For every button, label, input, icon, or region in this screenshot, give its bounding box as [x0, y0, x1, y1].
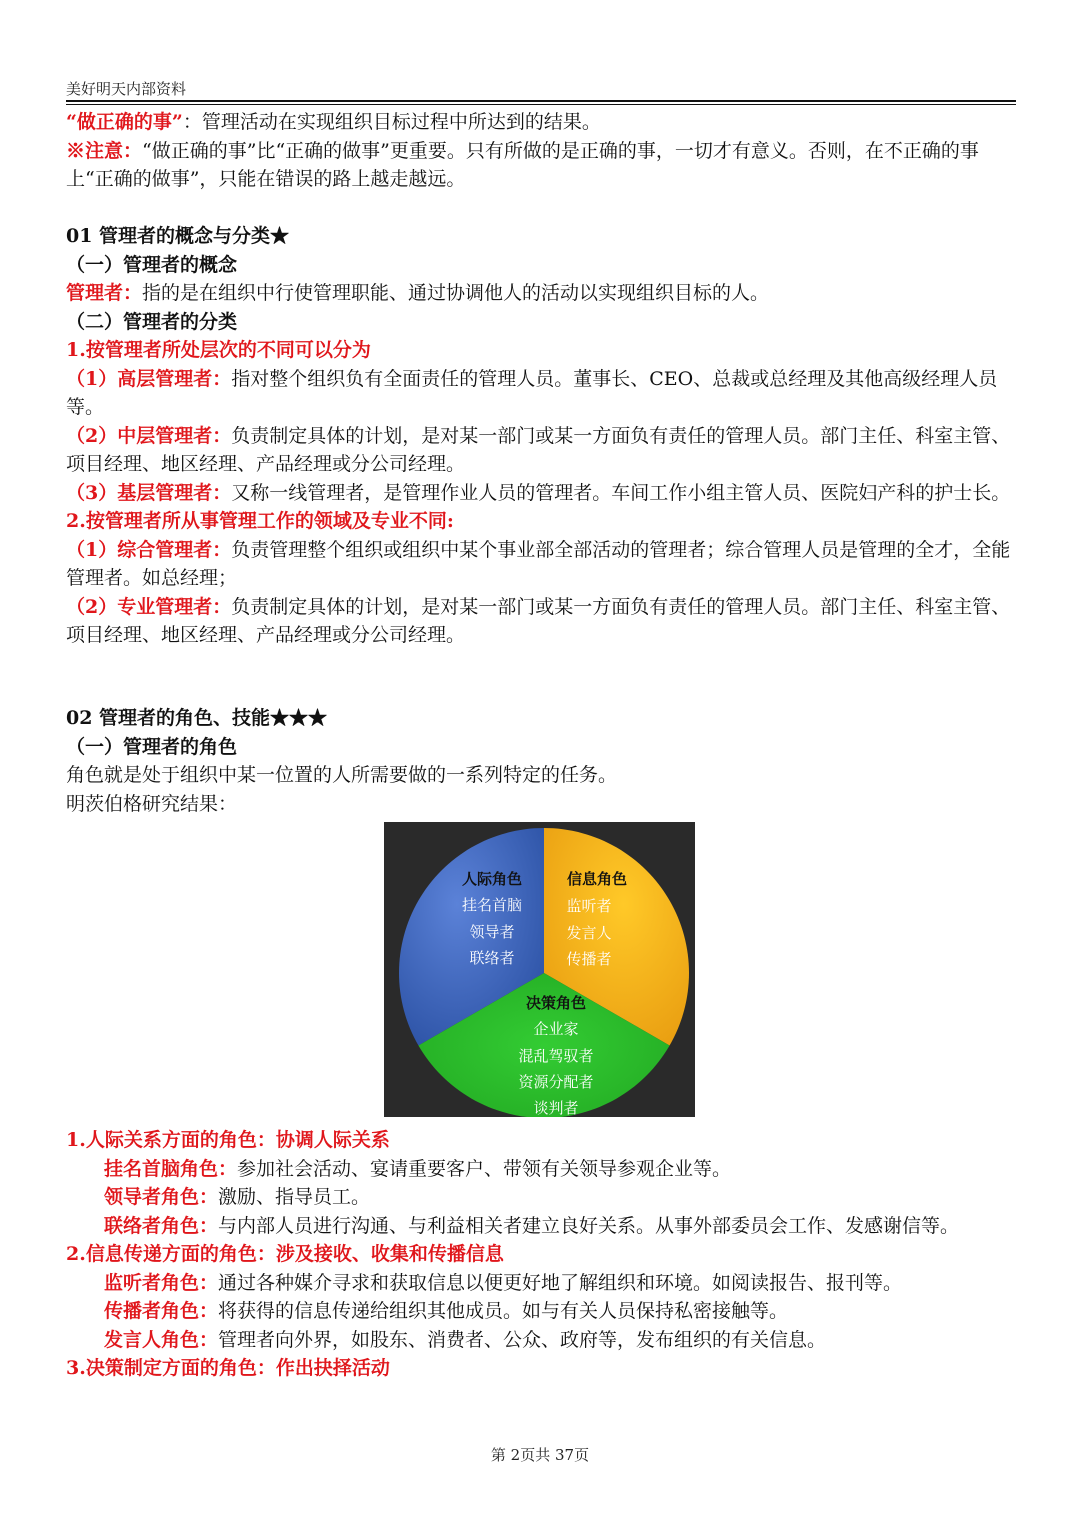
- header-rule-thin: [66, 104, 1016, 105]
- section-02: [66, 704, 1016, 818]
- green-slice-item: 谈判者: [533, 1100, 579, 1117]
- section-title: 01 管理者的概念与分类★: [66, 225, 290, 247]
- role-item: 监听者角色：通过各种媒介寻求和获取信息以便更好地了解组织和环境。如阅读报告、报刊等。: [104, 1271, 903, 1294]
- category-item: （1）综合管理者：负责管理整个组织或组织中某个事业部全部活动的管理者；综合管理人员是管理的全才，全能管理者。如总经理；: [66, 538, 1011, 589]
- blue-slice-item: 联络者: [469, 950, 515, 967]
- green-slice-item: 混乱驾驭者: [518, 1048, 594, 1065]
- intro-block: [66, 108, 1016, 194]
- page-header: 美好明天内部资料: [66, 80, 187, 98]
- category-item: （2）中层管理者：负责制定具体的计划，是对某一部门或某一方面负有责任的管理人员。部门主任、科室主管、项目经理、地区经理、产品经理或分公司经理。: [66, 424, 1011, 475]
- yellow-slice-item: 监听者: [566, 898, 612, 915]
- blue-slice-item: 领导者: [469, 924, 515, 941]
- role-item: 领导者角色：激励、指导员工。: [104, 1186, 371, 1208]
- yellow-slice-item: 发言人: [566, 925, 612, 942]
- term-label: “做正确的事”: [66, 111, 183, 133]
- role-group-heading: 2.信息传递方面的角色：涉及接收、收集和传播信息: [66, 1243, 504, 1265]
- header-rule: [66, 100, 1016, 102]
- note-paragraph: ※注意：“做正确的事”比“正确的做事”更重要。只有所做的是正确的事，一切才有意义。否则，在不正确的事上“正确的做事”，只能在错误的路上越走越远。: [66, 139, 979, 190]
- subsection-title: （二）管理者的分类: [66, 310, 238, 333]
- paragraph: 角色就是处于组织中某一位置的人所需要做的一系列特定的任务。: [66, 764, 618, 786]
- category-item: （1）高层管理者：指对整个组织负有全面责任的管理人员。董事长、CEO、总裁或总经理及其他高级经理人员等。: [66, 367, 998, 418]
- category-item: （2）专业管理者：负责制定具体的计划，是对某一部门或某一方面负有责任的管理人员。部门主任、科室主管、项目经理、地区经理、产品经理或分公司经理。: [66, 595, 1011, 646]
- yellow-slice-title: 信息角色: [566, 871, 628, 888]
- category-item: （3）基层管理者：又称一线管理者，是管理作业人员的管理者。车间工作小组主管人员、医院妇产科的护士长。: [66, 481, 1011, 504]
- section-title: 02 管理者的角色、技能★★★: [66, 707, 328, 729]
- green-slice-item: 资源分配者: [518, 1074, 594, 1091]
- pie-svg: [384, 822, 695, 1117]
- category-heading: 2.按管理者所从事管理工作的领域及专业不同:: [66, 510, 454, 532]
- blue-slice-title: 人际角色: [461, 871, 523, 888]
- role-item: 联络者角色：与内部人员进行沟通、与利益相关者建立良好关系。从事外部委员会工作、发感谢信等。: [104, 1214, 960, 1237]
- green-slice-item: 企业家: [533, 1021, 579, 1038]
- role-item: 挂名首脑角色：参加社会活动、宴请重要客户、带领有关领导参观企业等。: [104, 1157, 732, 1180]
- category-heading: 1.按管理者所处层次的不同可以分为: [66, 339, 371, 361]
- yellow-slice-item: 传播者: [566, 951, 612, 968]
- note-label: ※注意：: [66, 139, 143, 162]
- paragraph: 明茨伯格研究结果：: [66, 792, 238, 815]
- role-item: 传播者角色：将获得的信息传递给组织其他成员。如与有关人员保持私密接触等。: [104, 1300, 789, 1322]
- intro-line: “做正确的事”：管理活动在实现组织目标过程中所达到的结果。: [66, 111, 601, 133]
- section-01: [66, 222, 1016, 650]
- role-item: 发言人角色：管理者向外界，如股东、消费者、公众、政府等，发布组织的有关信息。: [104, 1328, 827, 1351]
- subsection-title: （一）管理者的概念: [66, 253, 238, 276]
- roles-pie-diagram: [384, 822, 695, 1117]
- definition: 管理者：指的是在组织中行使管理职能、通过协调他人的活动以实现组织目标的人。: [66, 282, 770, 304]
- role-group-heading: 1.人际关系方面的角色：协调人际关系: [66, 1129, 390, 1151]
- blue-slice-item: 挂名首脑: [461, 897, 523, 914]
- roles-list: [66, 1126, 1016, 1383]
- role-group-heading: 3.决策制定方面的角色：作出抉择活动: [66, 1357, 390, 1379]
- page-footer: 第 2页共 37页: [490, 1446, 590, 1464]
- green-slice-title: 决策角色: [525, 995, 587, 1012]
- subsection-title: （一）管理者的角色: [66, 735, 238, 758]
